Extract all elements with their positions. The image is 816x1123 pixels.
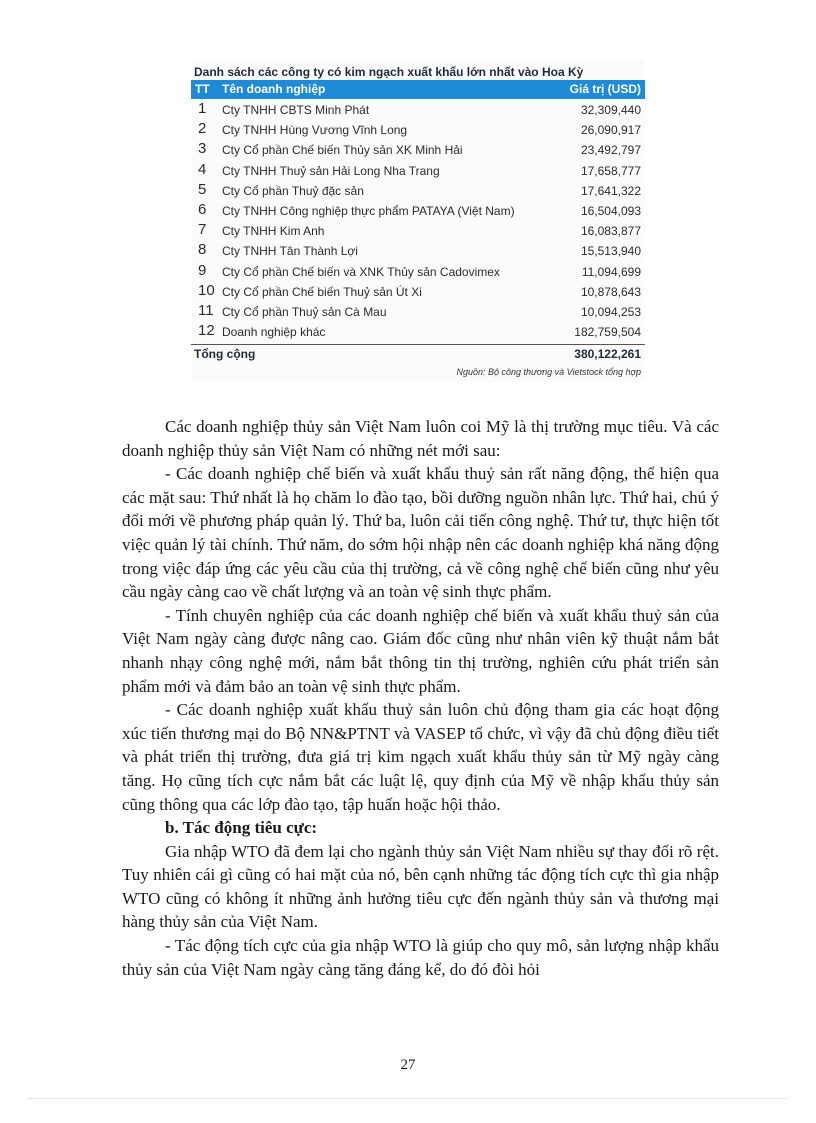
export-value: 10,878,643 [580, 284, 641, 299]
company-name: Cty Cổ phần Thuỷ sản Cà Mau [222, 304, 387, 319]
paragraph: - Các doanh nghiệp chế biến và xuất khẩu thuỷ sản rất năng động, thể hiện qua các mặt sau: Thứ nhất là họ chăm lo đào tạo, bồi dưỡng nguồn nhân lực. Thứ hai, chú ý đổi mới về phương pháp quản lý. Thứ ba, luôn cải tiến công nghệ. Thứ tư, thực hiện tốt việc quản lý tài chính. Thứ năm, do sớm hội nhập nên các doanh nghiệp khá năng động trong việc đáp ứng các yêu cầu của thị trường, cả về công nghệ chế biến cũng như yêu cầu ngày càng cao về chất lượng và an toàn vệ sinh thực phẩm. [122, 464, 719, 602]
row-number: 1 [198, 100, 207, 117]
export-value: 32,309,440 [580, 103, 641, 117]
total-label: Tổng cộng [194, 347, 256, 361]
paragraph: Gia nhập WTO đã đem lại cho ngành thủy sản Việt Nam nhiều sự thay đổi rõ rệt. Tuy nhiên cái gì cũng có hai mặt của nó, bên cạnh những tác động tích cực thì gia nhập WTO cũng có không ít những ảnh hưởng tiêu cực đến ngành thủy sản và thương mại hàng thủy sản của Việt Nam. [122, 841, 719, 932]
company-name: Cty Cổ phần Chế biến Thủy sản XK Minh Hải [222, 143, 463, 158]
row-number: 8 [198, 241, 207, 259]
page-number: 27 [400, 1057, 416, 1073]
table-header [191, 80, 645, 99]
table-row [191, 100, 645, 120]
row-number: 5 [198, 180, 207, 198]
table-row [191, 262, 645, 282]
row-number: 11 [198, 301, 214, 319]
row-number: 10 [198, 281, 215, 299]
table-title: Danh sách các công ty có kim ngạch xuất khẩu lớn nhất vào Hoa Kỳ [194, 65, 584, 79]
company-name: Doanh nghiệp khác [222, 325, 326, 340]
company-name: Cty Cổ phần Thuỷ đặc sản [222, 183, 364, 198]
table-row [191, 241, 645, 261]
export-value: 10,094,253 [580, 304, 641, 319]
header-tt: TT [195, 82, 210, 96]
company-name: Cty Cổ phần Chế biến Thuỷ sản Út Xi [222, 284, 422, 299]
export-value: 23,492,797 [580, 143, 641, 158]
body-text [122, 415, 719, 981]
row-number: 4 [198, 160, 207, 178]
company-name: Cty TNHH Thuỷ sản Hải Long Nha Trang [222, 163, 440, 178]
table-row [191, 221, 645, 241]
table-total-row [191, 344, 645, 364]
row-number: 3 [198, 140, 207, 158]
company-name: Cty TNHH Công nghiệp thực phẩm PATAYA (Việt Nam) [222, 203, 515, 218]
total-value: 380,122,261 [574, 347, 641, 361]
header-name: Tên doanh nghiệp [222, 82, 326, 96]
section-heading: b. Tác động tiêu cực: [165, 818, 318, 838]
row-number: 7 [198, 221, 207, 239]
export-value: 11,094,699 [581, 264, 641, 279]
export-value: 15,513,940 [580, 244, 641, 259]
table-row [191, 302, 645, 322]
export-table-figure [191, 60, 645, 382]
export-value: 17,658,777 [580, 163, 641, 178]
table-row [191, 120, 645, 140]
export-value: 17,641,322 [580, 183, 641, 198]
row-number: 2 [198, 120, 207, 138]
table-row [191, 282, 645, 302]
export-value: 182,759,504 [574, 325, 641, 340]
table-row [191, 322, 645, 342]
table-row [191, 140, 645, 160]
table-source: Nguồn: Bộ công thương và Vietstock tổng hợp [456, 367, 641, 377]
table-row [191, 161, 645, 181]
footer-divider [28, 1098, 788, 1099]
paragraph: - Các doanh nghiệp xuất khẩu thuỷ sản luôn chủ động tham gia các hoạt động xúc tiến thương mại do Bộ NN&PTNT và VASEP tổ chức, vì vậy đã chủ động điều tiết và phát triển thị trường, đưa giá trị kim ngạch xuất khẩu thủy sản từ Mỹ ngày càng tăng. Họ cũng tích cực nắm bắt các luật lệ, quy định của Mỹ về nhập khẩu thủy sản cũng thông qua các lớp đào tạo, tập huấn hoặc hội thảo. [122, 700, 719, 814]
table-row [191, 201, 645, 221]
paragraph: - Tính chuyên nghiệp của các doanh nghiệp chế biến và xuất khẩu thuỷ sản của Việt Nam ngày càng được nâng cao. Giám đốc cũng như nhân viên kỹ thuật nắm bắt nhanh nhạy công nghệ mới, nắm bắt thông tin thị trường, nghiên cứu phát triển sản phẩm mới và đảm bảo an toàn vệ sinh thực phẩm. [122, 605, 719, 696]
company-name: Cty TNHH Kim Anh [222, 224, 325, 239]
header-value: Giá trị (USD) [569, 82, 641, 96]
paragraph: - Tác động tích cực của gia nhập WTO là giúp cho quy mô, sản lượng nhập khẩu thủy sản của Việt Nam ngày càng tăng đáng kể, do đó đòi hỏi [122, 936, 719, 979]
company-name: Cty TNHH Hùng Vương Vĩnh Long [222, 123, 408, 138]
table-body [191, 100, 645, 342]
paragraph: Các doanh nghiệp thủy sản Việt Nam luôn coi Mỹ là thị trường mục tiêu. Và các doanh nghiệp thủy sản Việt Nam có những nét mới sau: [122, 417, 719, 460]
company-name: Cty Cổ phần Chế biến và XNK Thủy sản Cadovimex [222, 264, 500, 279]
export-value: 26,090,917 [580, 123, 641, 138]
export-value: 16,504,093 [580, 203, 641, 218]
company-name: Cty TNHH CBTS Minh Phát [222, 103, 370, 117]
row-number: 6 [198, 200, 207, 218]
row-number: 12 [198, 322, 215, 340]
row-number: 9 [198, 261, 207, 279]
table-row [191, 181, 645, 201]
company-name: Cty TNHH Tân Thành Lợi [222, 244, 358, 259]
export-value: 16,083,877 [580, 224, 641, 239]
